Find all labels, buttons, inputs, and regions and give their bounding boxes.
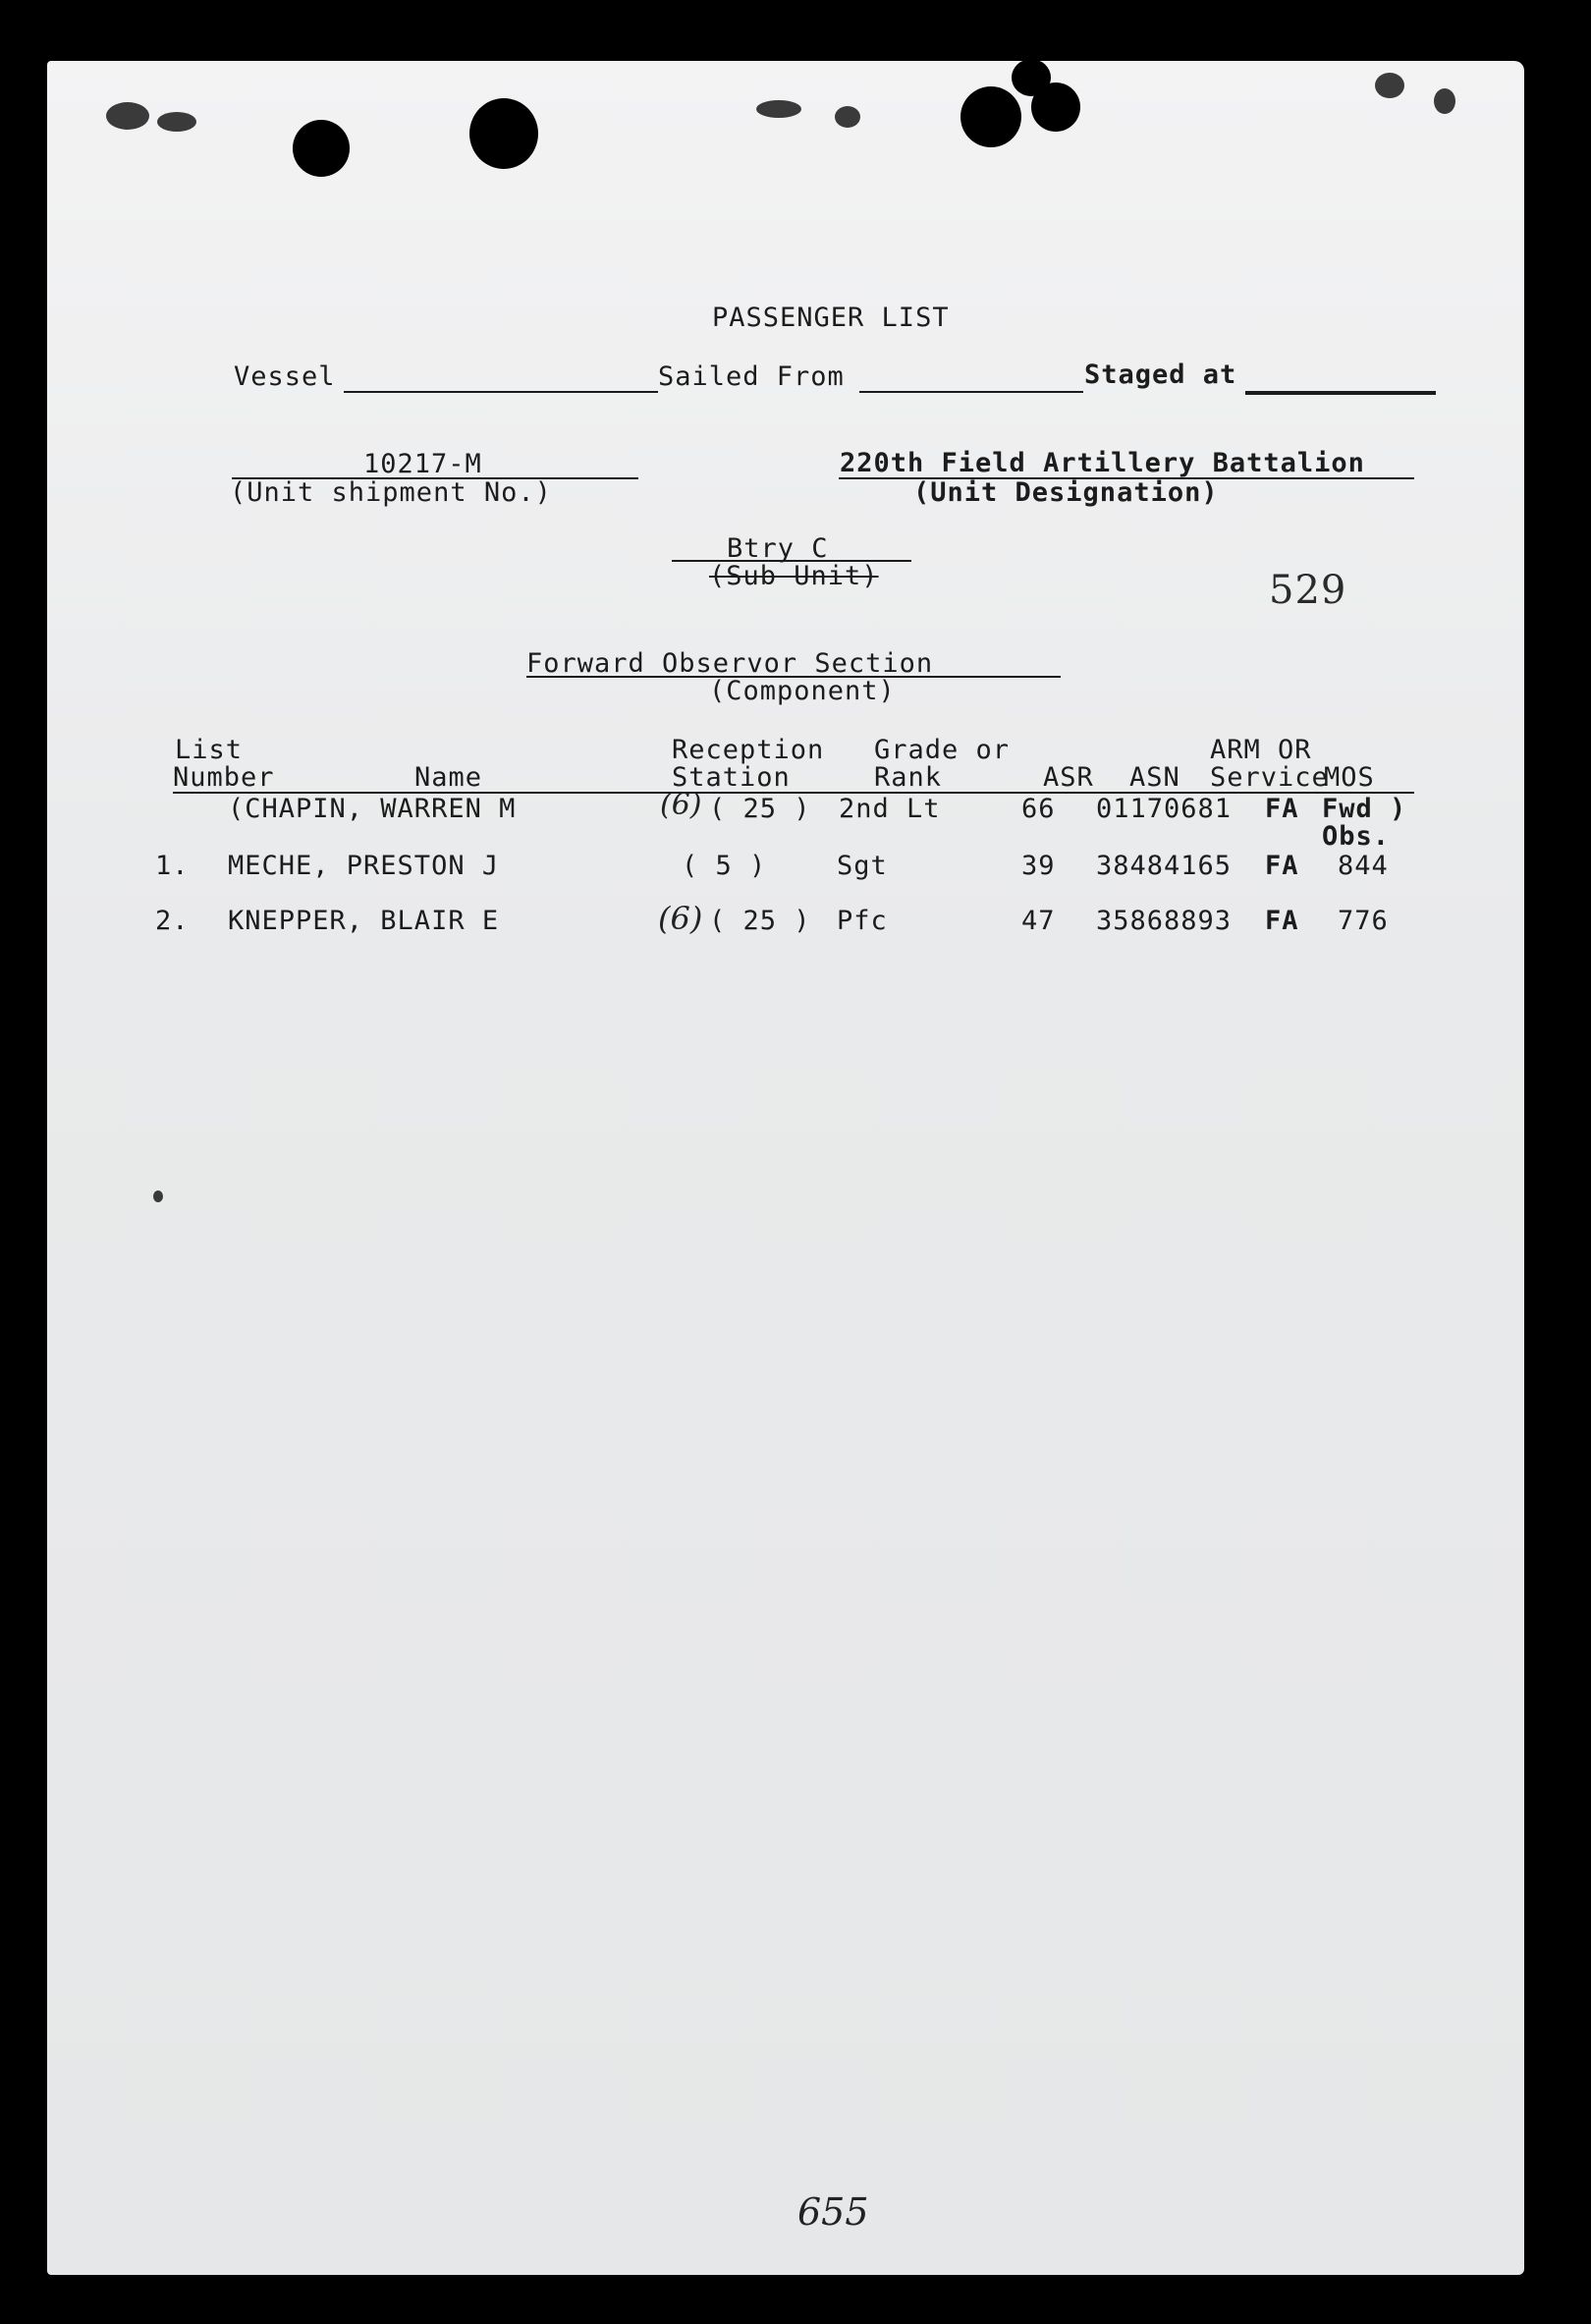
column-grade-line1: Grade or	[874, 735, 1011, 765]
sailed-from-blank	[859, 391, 1083, 393]
column-reception-line2: Station	[672, 762, 791, 793]
column-name: Name	[414, 762, 483, 793]
column-asn: ASN	[1129, 762, 1180, 793]
column-list-line1: List	[175, 735, 244, 765]
column-list-line2: Number	[173, 762, 275, 793]
column-arm-line1: ARM OR	[1210, 735, 1312, 765]
unit-shipment-number: 10217-M	[363, 449, 482, 479]
column-mos: MOS	[1324, 762, 1375, 793]
stamp-number: 529	[1269, 568, 1347, 613]
row-grade: 2nd Lt	[839, 794, 941, 824]
document-title: PASSENGER LIST	[712, 303, 950, 333]
edge-smudge	[835, 106, 860, 128]
sub-unit-caption: (Sub Unit)	[709, 561, 879, 591]
row-grade: Pfc	[837, 906, 888, 936]
staged-at-label: Staged at	[1084, 360, 1237, 390]
row-asr: 66	[1021, 794, 1056, 824]
punch-hole	[1012, 59, 1051, 96]
edge-smudge	[157, 112, 196, 132]
sub-unit: Btry C	[727, 533, 829, 564]
staged-at-blank	[1245, 391, 1436, 395]
row-station: ( 5 )	[682, 851, 767, 881]
row-number: 2.	[155, 906, 190, 936]
unit-shipment-caption: (Unit shipment No.)	[230, 477, 552, 508]
vessel-blank	[344, 391, 658, 393]
row-asn: 01170681	[1096, 794, 1233, 824]
row-station-handwritten: (6)	[660, 788, 702, 822]
unit-designation-caption: (Unit Designation)	[913, 477, 1219, 508]
row-mos: 844	[1338, 851, 1389, 881]
row-name: KNEPPER, BLAIR E	[228, 906, 500, 936]
row-station: ( 25 )	[709, 906, 811, 936]
row-number: 1.	[155, 851, 190, 881]
row-asn: 38484165	[1096, 851, 1233, 881]
punch-hole	[293, 120, 350, 177]
row-station: ( 25 )	[709, 794, 811, 824]
row-arm: FA	[1265, 906, 1299, 936]
ink-dot	[153, 1190, 163, 1202]
component-caption: (Component)	[709, 676, 896, 706]
unit-designation: 220th Field Artillery Battalion	[840, 448, 1365, 478]
punch-hole	[960, 86, 1021, 147]
row-asn: 35868893	[1096, 906, 1233, 936]
column-reception-line1: Reception	[672, 735, 825, 765]
row-asr: 47	[1021, 906, 1056, 936]
row-asr: 39	[1021, 851, 1056, 881]
column-asr: ASR	[1043, 762, 1094, 793]
row-mos: Fwd )	[1322, 794, 1407, 824]
column-arm-line2: Service	[1210, 762, 1329, 793]
edge-smudge	[1434, 88, 1455, 114]
row-arm: FA	[1265, 794, 1299, 824]
edge-smudge	[1375, 73, 1404, 98]
sailed-from-label: Sailed From	[658, 361, 845, 392]
row-arm: FA	[1265, 851, 1299, 881]
column-grade-line2: Rank	[874, 762, 943, 793]
row-name: MECHE, PRESTON J	[228, 851, 500, 881]
edge-smudge	[756, 100, 801, 118]
punch-hole	[469, 98, 538, 169]
component: Forward Observor Section	[526, 648, 934, 679]
row-grade: Sgt	[837, 851, 888, 881]
row-mos: 776	[1338, 906, 1389, 936]
vessel-label: Vessel	[234, 361, 336, 392]
row-name: (CHAPIN, WARREN M	[228, 794, 517, 824]
edge-smudge	[106, 102, 149, 130]
row-station-handwritten: (6)	[658, 900, 703, 937]
handwritten-page-number: 655	[797, 2190, 869, 2234]
row-mos-line2: Obs.	[1322, 821, 1391, 852]
